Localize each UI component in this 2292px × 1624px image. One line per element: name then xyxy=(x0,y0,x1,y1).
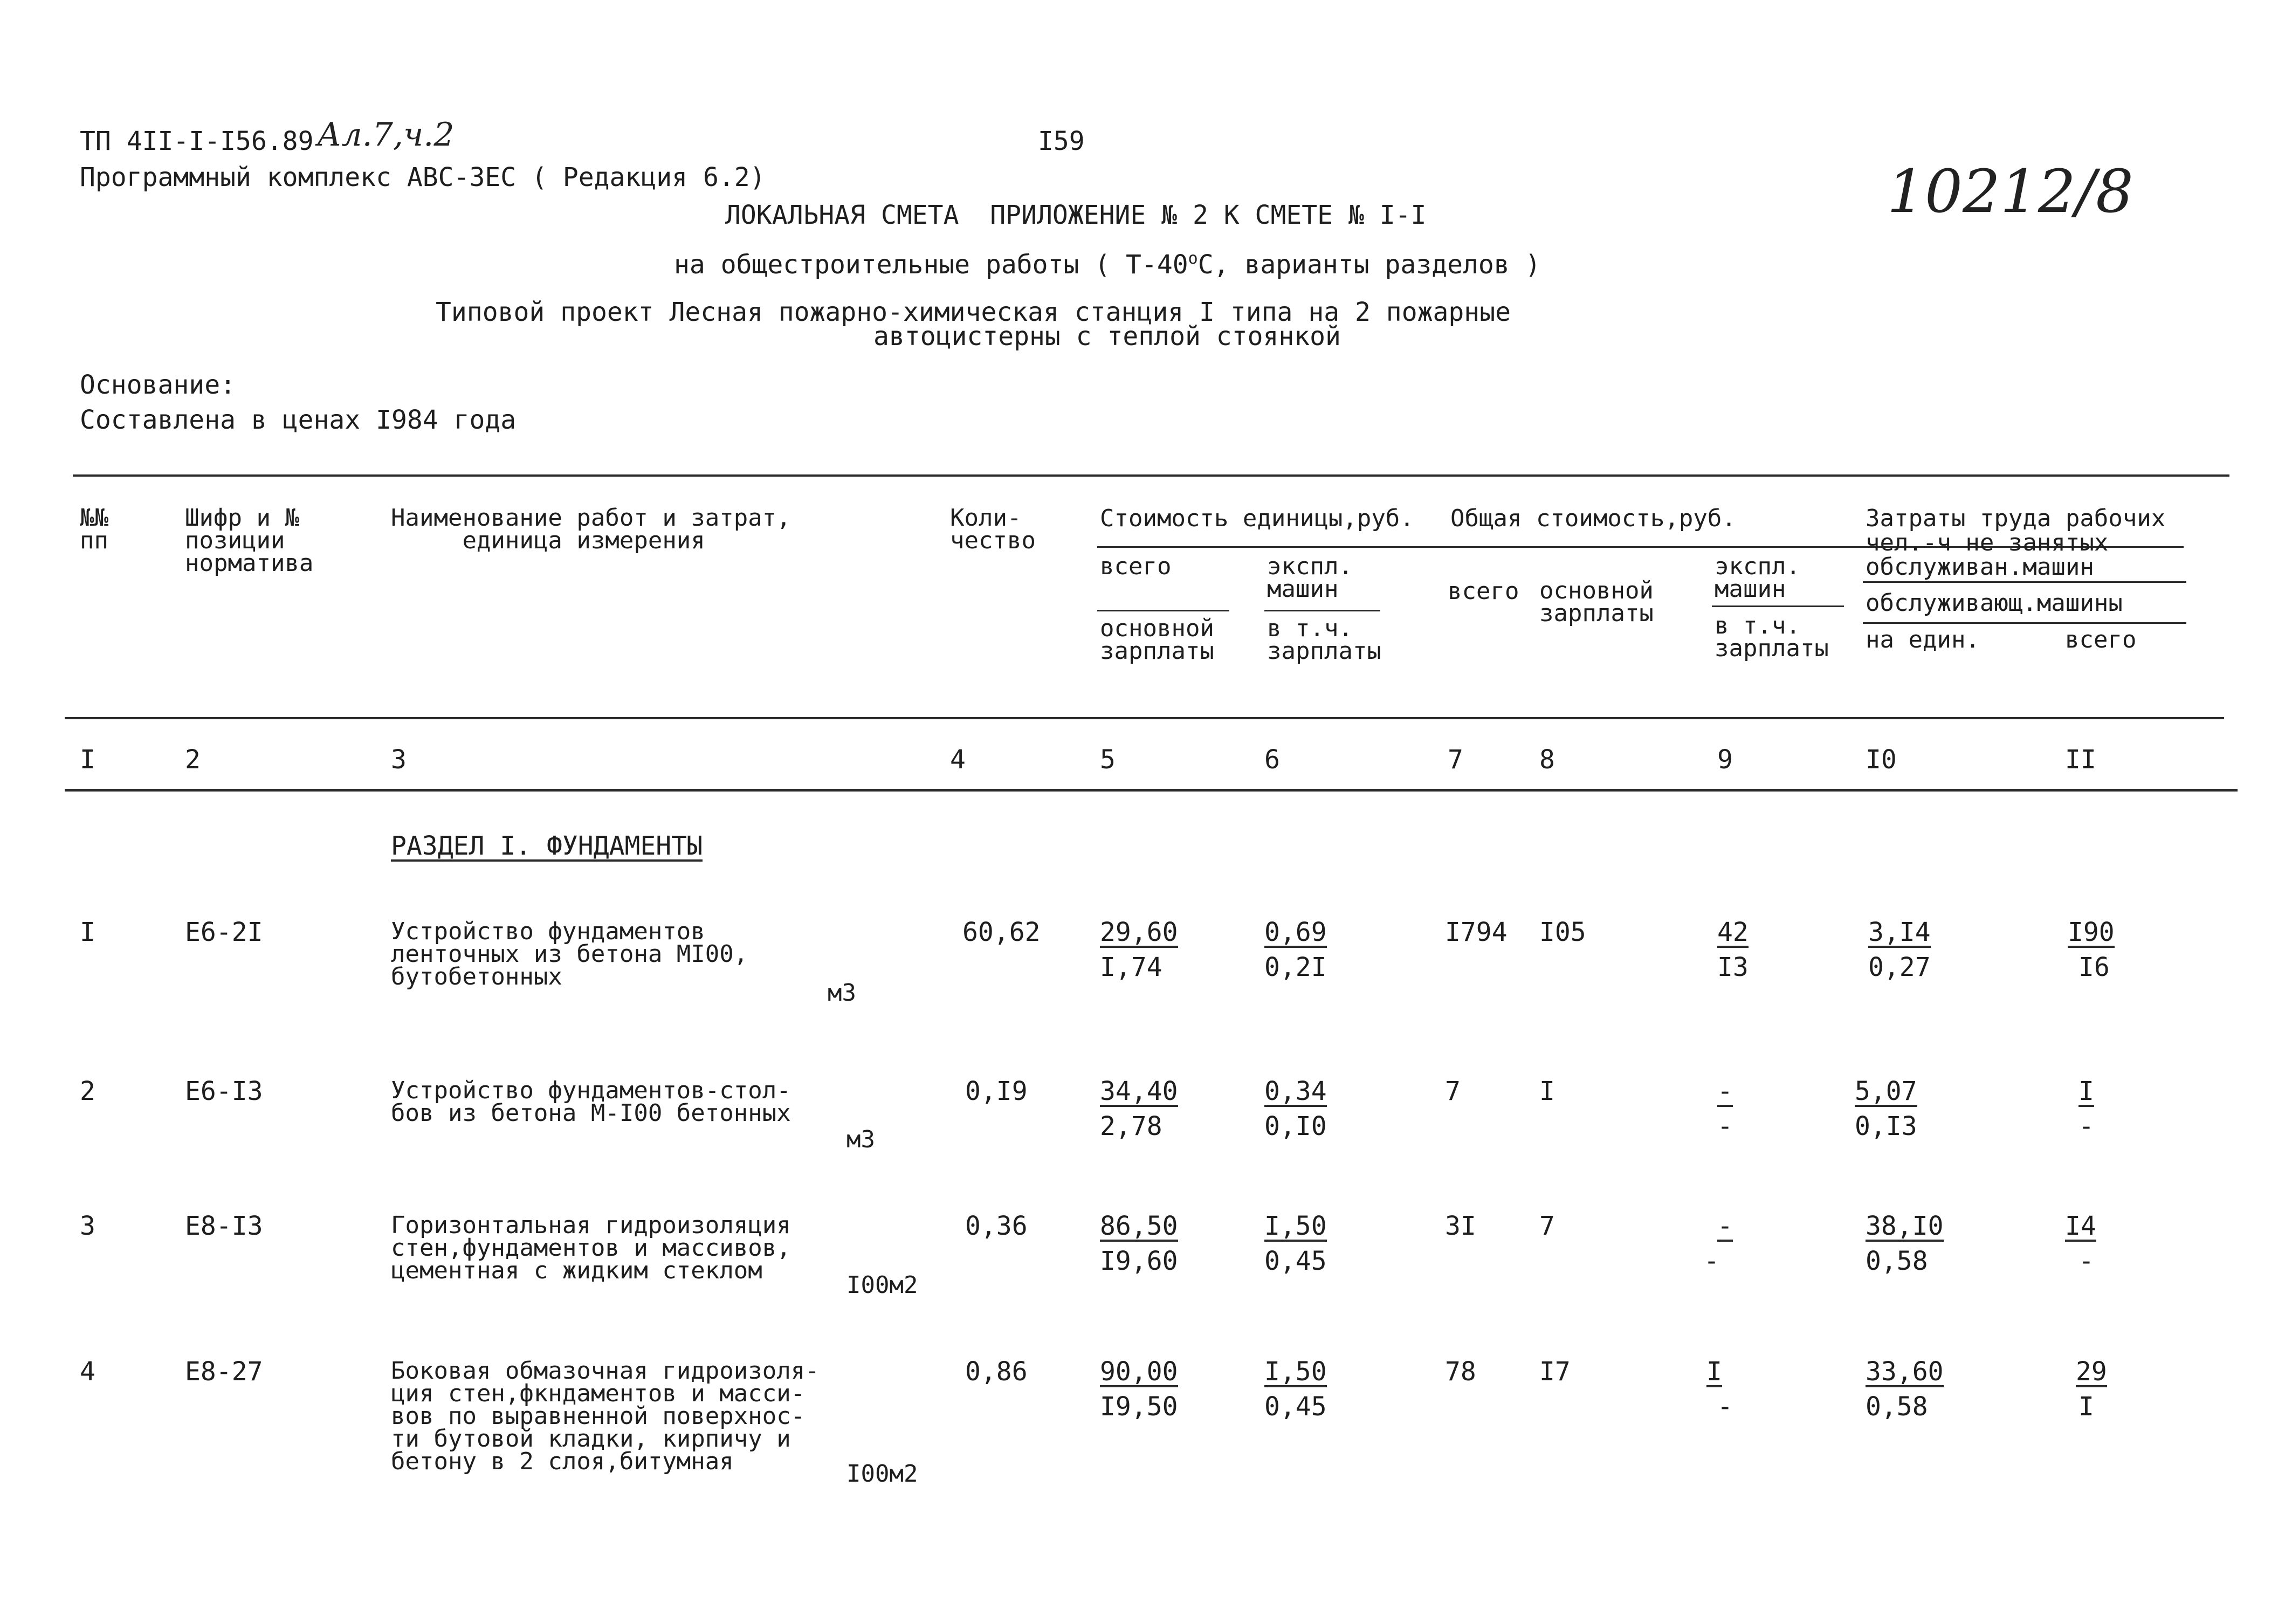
row-total-salary: I05 xyxy=(1539,917,1586,947)
row-labor-total: I4 xyxy=(2065,1211,2096,1241)
row-code: Е6-I3 xyxy=(185,1076,263,1106)
labor-sub-rule-2 xyxy=(1863,622,2186,624)
total-cost-split-rule-9 xyxy=(1712,605,1844,607)
estimate-title: ЛОКАЛЬНАЯ СМЕТА ПРИЛОЖЕНИЕ № 2 К СМЕТЕ № I-I xyxy=(725,200,1427,230)
col-header-total-machines-salary: в т.ч. зарплаты xyxy=(1715,612,1829,662)
column-number-11: II xyxy=(2065,745,2096,775)
row-total-salary: I xyxy=(1539,1076,1555,1106)
header-bottom-rule xyxy=(65,717,2224,719)
row-total: 3I xyxy=(1445,1211,1476,1241)
project-title: Типовой проект Лесная пожарно-химическая станция I типа на 2 пожарные xyxy=(436,297,1511,327)
row-labor-unit-machines: 0,58 xyxy=(1866,1246,1928,1276)
row-unit-salary: 2,78 xyxy=(1100,1111,1162,1141)
column-numbers-rule xyxy=(65,789,2238,792)
row-quantity: 0,36 xyxy=(965,1211,1028,1241)
row-labor-unit-machines: 0,58 xyxy=(1866,1392,1928,1422)
row-unit-total: 86,50 xyxy=(1100,1211,1178,1241)
document-code: ТП 4II-I-I56.89 xyxy=(80,126,314,156)
col-header-total-machines: экспл. машин xyxy=(1715,553,1800,603)
row-labor-total-machines: I xyxy=(2078,1392,2094,1422)
column-number-4: 4 xyxy=(950,745,966,775)
row-labor-total: I xyxy=(2078,1076,2094,1106)
row-total: 7 xyxy=(1445,1076,1461,1106)
col-header-code: Шифр и № позиции норматива xyxy=(185,504,314,577)
row-code: Е6-2I xyxy=(185,917,263,947)
row-code: Е8-27 xyxy=(185,1357,263,1387)
labor-header-sub3: обслуживающ.машины xyxy=(1866,589,2123,617)
column-number-8: 8 xyxy=(1539,745,1555,775)
col-header-labor-total: всего xyxy=(2065,626,2137,653)
basis-label: Основание: xyxy=(80,370,236,400)
labor-sub-rule-1 xyxy=(1863,581,2186,583)
row-quantity: 0,86 xyxy=(965,1357,1028,1387)
row-total-salary: I7 xyxy=(1539,1357,1571,1387)
column-number-7: 7 xyxy=(1448,745,1463,775)
col-header-unit-total: всего xyxy=(1100,553,1172,580)
row-total-machines: I xyxy=(1706,1357,1722,1387)
row-unit-machines-salary: 0,I0 xyxy=(1264,1111,1327,1141)
col-header-total-salary: основной зарплаты xyxy=(1539,577,1654,627)
row-labor-total: I90 xyxy=(2068,917,2115,947)
row-labor-total-machines: - xyxy=(2078,1246,2094,1276)
unit-cost-header: Стоимость единицы,руб. xyxy=(1100,505,1414,532)
row-unit-total: 90,00 xyxy=(1100,1357,1178,1387)
section-title: РАЗДЕЛ I. ФУНДАМЕНТЫ xyxy=(391,831,703,861)
archive-number-handwritten: 10212/8 xyxy=(1887,157,2133,226)
row-number: I xyxy=(80,917,95,947)
row-unit-machines: 0,69 xyxy=(1264,917,1327,947)
col-header-total: всего xyxy=(1448,577,1519,605)
row-labor-total-machines: - xyxy=(2078,1111,2094,1141)
column-number-9: 9 xyxy=(1717,745,1733,775)
row-labor-unit: 3,I4 xyxy=(1868,917,1931,947)
row-labor-unit-machines: 0,27 xyxy=(1868,952,1931,982)
row-labor-total-machines: I6 xyxy=(2078,952,2110,982)
column-number-3: 3 xyxy=(391,745,407,775)
col-header-number: №№ пп xyxy=(80,504,108,554)
project-title-cont: автоцистерны с теплой стоянкой xyxy=(873,321,1341,352)
row-labor-unit: 38,I0 xyxy=(1866,1211,1944,1241)
col-header-unit-salary: основной зарплаты xyxy=(1100,615,1214,665)
row-number: 2 xyxy=(80,1076,95,1106)
row-total: 78 xyxy=(1445,1357,1476,1387)
column-number-5: 5 xyxy=(1100,745,1116,775)
col-header-name: Наименование работ и затрат, единица измерения xyxy=(391,504,791,554)
column-number-2: 2 xyxy=(185,745,201,775)
table-top-rule xyxy=(73,474,2229,477)
col-header-labor-unit: на един. xyxy=(1866,626,1980,653)
row-total-machines-salary: - xyxy=(1717,1111,1733,1141)
col-header-quantity: Коли- чество xyxy=(950,504,1036,554)
row-unit-salary: I,74 xyxy=(1100,952,1162,982)
row-code: Е8-I3 xyxy=(185,1211,263,1241)
unit-cost-split-rule-6 xyxy=(1264,610,1380,611)
row-name: Устройство фундаментов-стол- бов из бетона М-I00 бетонных xyxy=(391,1077,791,1127)
page-number: I59 xyxy=(1038,126,1085,156)
col-header-unit-machines: экспл. машин xyxy=(1267,553,1353,603)
column-number-10: I0 xyxy=(1866,745,1897,775)
column-number-6: 6 xyxy=(1264,745,1280,775)
column-number-1: I xyxy=(80,745,95,775)
row-quantity: 0,I9 xyxy=(965,1076,1028,1106)
row-total-machines: - xyxy=(1717,1076,1733,1106)
row-unit-machines-salary: 0,45 xyxy=(1264,1246,1327,1276)
estimate-subtitle: на общестроительные работы ( $Т-40^оС$, варианты разделов ) xyxy=(674,249,1541,280)
row-unit-machines-salary: 0,2I xyxy=(1264,952,1327,982)
row-labor-unit: 33,60 xyxy=(1866,1357,1944,1387)
row-name: Устройство фундаментов ленточных из бетона МI00, бутобетонных xyxy=(391,918,748,990)
unit-cost-split-rule-5 xyxy=(1097,610,1229,611)
row-unit-machines: I,50 xyxy=(1264,1211,1327,1241)
row-unit-total: 34,40 xyxy=(1100,1076,1178,1106)
row-labor-unit-machines: 0,I3 xyxy=(1855,1111,1917,1141)
row-total-machines-salary: - xyxy=(1717,1392,1733,1422)
row-unit: м3 xyxy=(828,979,856,1007)
row-unit: м3 xyxy=(846,1126,875,1153)
row-unit-salary: I9,50 xyxy=(1100,1392,1178,1422)
row-total-salary: 7 xyxy=(1539,1211,1555,1241)
document-code-handwritten: Ал.7,ч.2 xyxy=(317,116,455,154)
row-total-machines-salary: - xyxy=(1704,1246,1719,1276)
price-basis: Составлена в ценах I984 года xyxy=(80,405,517,435)
row-name: Горизонтальная гидроизоляция стен,фундаментов и массивов, цементная с жидким стеклом xyxy=(391,1212,791,1284)
labor-header: Затраты труда рабочих xyxy=(1866,505,2166,532)
row-unit-total: 29,60 xyxy=(1100,917,1178,947)
labor-header-sub2: обслуживан.машин xyxy=(1866,553,2094,581)
row-unit-machines: I,50 xyxy=(1264,1357,1327,1387)
row-unit: I00м2 xyxy=(846,1271,918,1299)
row-name: Боковая обмазочная гидроизоля- ция стен,фкндаментов и масси- вов по выравненной поверхнос- ти бутовой кладки, кирпичу и бетону в 2 слоя,битумная xyxy=(391,1357,820,1475)
row-total-machines: - xyxy=(1717,1211,1733,1241)
row-quantity: 60,62 xyxy=(962,917,1041,947)
row-unit-machines-salary: 0,45 xyxy=(1264,1392,1327,1422)
row-total-machines: 42 xyxy=(1717,917,1749,947)
row-total-machines-salary: I3 xyxy=(1717,952,1749,982)
row-labor-unit: 5,07 xyxy=(1855,1076,1917,1106)
labor-header-sub1: чел.-ч не занятых xyxy=(1866,529,2109,556)
col-header-unit-machines-salary: в т.ч. зарплаты xyxy=(1267,615,1381,665)
row-total: I794 xyxy=(1445,917,1508,947)
row-labor-total: 29 xyxy=(2076,1357,2107,1387)
row-unit-machines: 0,34 xyxy=(1264,1076,1327,1106)
row-unit: I00м2 xyxy=(846,1460,918,1488)
total-cost-header: Общая стоимость,руб. xyxy=(1450,505,1736,532)
row-number: 3 xyxy=(80,1211,95,1241)
row-number: 4 xyxy=(80,1357,95,1387)
row-unit-salary: I9,60 xyxy=(1100,1246,1178,1276)
software-name: Программный комплекс АВС-ЗЕС ( Редакция 6.2) xyxy=(80,162,766,192)
